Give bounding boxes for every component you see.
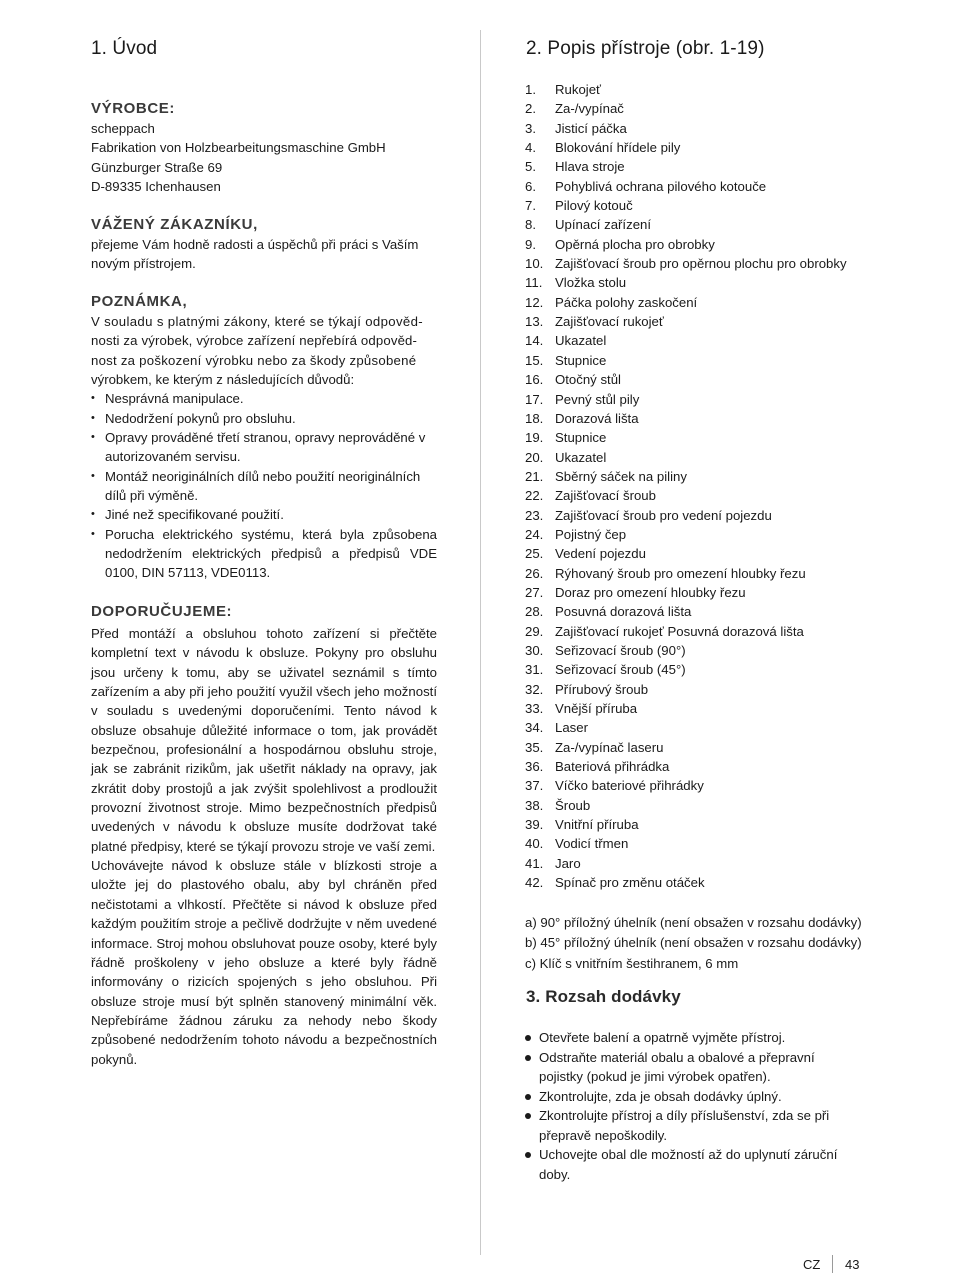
- part-item: 23. Zajišťovací šroub pro vedení pojezdu: [525, 507, 772, 523]
- part-item: 4. Blokování hřídele pily: [525, 140, 681, 156]
- part-item: 6. Pohyblivá ochrana pilového kotouče: [525, 178, 767, 194]
- part-item: 37. Víčko bateriové přihrádky: [525, 778, 704, 794]
- part-item: 3. Jisticí páčka: [525, 120, 627, 136]
- page-number: 43: [845, 1257, 860, 1272]
- part-item: 1. Rukojeť: [525, 82, 601, 97]
- parts-list: [525, 80, 847, 892]
- note-bullet: • Jiné než specifikované použití.: [91, 505, 437, 524]
- part-item: 9. Opěrná plocha pro obrobky: [525, 236, 715, 252]
- footer-language: CZ: [803, 1257, 821, 1272]
- note-line: nost za poškození výrobku nebo za škody způsobené: [91, 352, 417, 368]
- part-item: 27. Doraz pro omezení hloubky řezu: [525, 584, 746, 600]
- part-item: 33. Vnější příruba: [525, 701, 638, 716]
- part-item: 25. Vedení pojezdu: [525, 546, 646, 562]
- part-item: 18. Dorazová lišta: [525, 410, 639, 426]
- section-heading-description: 2. Popis přístroje (obr. 1-19): [526, 38, 765, 59]
- part-item: 20. Ukazatel: [525, 449, 607, 465]
- part-item: 11. Vložka stolu: [525, 275, 627, 291]
- recommend-paragraph: Před montáží a obsluhou tohoto zařízení si přečtěte kompletní text v návodu k obsluze. Pokyny pro obsluhu jsou určeny k tomu, aby se uživatel seznámil s tímto zařízením a aby při jeho použití využil všech jeho možností v souladu s uvedenými doporučeními. Tento návod k obsluze obsahuje důležité informace o tom, jak provádět bezpečnou, profesionální a hospodárnou obsluhu stroje, jak se zabránit rizikům, jak ušetřit náklady na opravy, jak zkrátit doby prostojů a jak zvýšit spolehlivost a prodloužit provozní životnost stroje. Mimo bezpečnostních předpisů uvedených v návodu k obsluze musíte dodržovat také platné předpisy, které se týkají provozu stroje ve vaší zemi.: [91, 626, 437, 854]
- manufacturer-line: Fabrikation von Holzbearbeitungsmaschine GmbH: [91, 140, 386, 156]
- note-bullet: • Montáž neoriginálních dílů nebo použití neoriginálních dílů při výměně.: [91, 467, 437, 506]
- part-item: 12. Páčka polohy zaskočení: [525, 294, 698, 310]
- part-item: 26. Rýhovaný šroub pro omezení hloubky řezu: [525, 565, 806, 581]
- delivery-item: Odstraňte materiál obalu a obalové a přepravní pojistky (pokud je jimi výrobek opatřen).: [525, 1048, 861, 1087]
- note-line: nosti za výrobek, výrobce zařízení nepřebírá odpověd-: [91, 333, 418, 349]
- footer-separator: [832, 1255, 833, 1273]
- part-item: 14. Ukazatel: [525, 333, 607, 349]
- accessory-list: [525, 913, 862, 974]
- note-bullet-list: [91, 389, 437, 582]
- section-heading-intro: 1. Úvod: [91, 38, 158, 59]
- column-divider: [480, 30, 481, 1255]
- delivery-item: Zkontrolujte, zda je obsah dodávky úplný.: [525, 1087, 865, 1107]
- recommend-block: [91, 602, 437, 1069]
- part-item: 15. Stupnice: [525, 352, 607, 368]
- part-item: 16. Otočný stůl: [525, 372, 621, 388]
- part-item: 32. Přírubový šroub: [525, 681, 649, 697]
- part-item: 42. Spínač pro změnu otáček: [525, 875, 705, 891]
- delivery-item: Otevřete balení a opatrně vyjměte přístroj.: [525, 1028, 865, 1048]
- note-line: V souladu s platnými zákony, které se týkají odpověd-: [91, 314, 424, 329]
- manufacturer-line: scheppach: [91, 121, 155, 136]
- accessory-item: b) 45° příložný úhelník (není obsažen v rozsahu dodávky): [525, 935, 862, 951]
- manufacturer-line: D-89335 Ichenhausen: [91, 179, 221, 195]
- note-bullet: • Nedodržení pokynů pro obsluhu.: [91, 409, 437, 428]
- part-item: 13. Zajišťovací rukojeť: [525, 314, 664, 330]
- recommend-title: DOPORUČUJEME:: [91, 603, 233, 620]
- part-item: 36. Bateriová přihrádka: [525, 759, 670, 775]
- part-item: 38. Šroub: [525, 797, 591, 813]
- part-item: 5. Hlava stroje: [525, 159, 625, 175]
- section-heading-delivery: 3. Rozsah dodávky: [526, 987, 681, 1006]
- note-line: výrobkem, ke kterým z následujících důvodů:: [91, 372, 355, 388]
- part-item: 7. Pilový kotouč: [525, 198, 633, 214]
- part-item: 19. Stupnice: [525, 430, 607, 446]
- customer-block: [91, 215, 437, 274]
- part-item: 39. Vnitřní příruba: [525, 817, 639, 833]
- part-item: 10. Zajišťovací šroub pro opěrnou plochu pro obrobky: [525, 256, 847, 272]
- part-item: 30. Seřizovací šroub (90°): [525, 642, 686, 658]
- part-item: 28. Posuvná dorazová lišta: [525, 604, 692, 620]
- note-bullet: • Opravy prováděné třetí stranou, opravy neprováděné v autorizovaném servisu.: [91, 428, 437, 467]
- delivery-item: Uchovejte obal dle možností až do uplynutí záruční doby.: [525, 1145, 861, 1184]
- manufacturer-title: VÝROBCE:: [91, 100, 175, 117]
- part-item: 31. Seřizovací šroub (45°): [525, 662, 686, 678]
- accessory-item: a) 90° příložný úhelník (není obsažen v rozsahu dodávky): [525, 915, 862, 930]
- recommend-paragraph: Uchovávejte návod k obsluze stále v blízkosti stroje a uložte jej do plastového obalu, aby byl chráněn před nečistotami a vlhkostí. Přečtěte si návod k obsluze před každým použitím stroje a pečlivě dodržujte v něm uvedené informace. Stroj mohou obsluhovat pouze osoby, které byly řádně proškoleny v jeho obsluze a které byly řádně informovány o rizicích spojených s jeho obsluhou. Při obsluze stroje musí být splněn stanovený minimální věk. Nepřebíráme žádnou záruku za nehody nebo škody způsobené nedodržením tohoto návodu a bezpečnostních pokynů.: [91, 858, 437, 1067]
- manufacturer-line: Günzburger Straße 69: [91, 159, 223, 175]
- part-item: 29. Zajišťovací rukojeť Posuvná dorazová lišta: [525, 623, 804, 639]
- note-bullet: • Porucha elektrického systému, která byla způsobena nedodržením elektrických předpisů a předpisů VDE 0100, DIN 57113, VDE0113.: [91, 525, 437, 583]
- part-item: 2. Za-/vypínač: [525, 101, 624, 117]
- accessory-item: c) Klíč s vnitřním šestihranem, 6 mm: [525, 955, 739, 971]
- delivery-list: [525, 1028, 865, 1184]
- part-item: 35. Za-/vypínač laseru: [525, 739, 664, 755]
- note-title: POZNÁMKA,: [91, 293, 188, 310]
- customer-title: VÁŽENÝ ZÁKAZNÍKU,: [91, 216, 258, 233]
- part-item: 22. Zajišťovací šroub: [525, 488, 656, 504]
- delivery-item: Zkontrolujte přístroj a díly příslušenství, zda se při přepravě nepoškodily.: [525, 1106, 861, 1145]
- part-item: 40. Vodicí třmen: [525, 836, 629, 852]
- customer-line: přejeme Vám hodně radosti a úspěchů při práci s Vaším: [91, 237, 419, 252]
- part-item: 24. Pojistný čep: [525, 526, 627, 542]
- note-bullet: • Nesprávná manipulace.: [91, 389, 437, 408]
- part-item: 21. Sběrný sáček na piliny: [525, 468, 687, 484]
- customer-line: novým přístrojem.: [91, 256, 196, 272]
- part-item: 17. Pevný stůl pily: [525, 391, 640, 407]
- part-item: 34. Laser: [525, 720, 588, 736]
- part-item: 41. Jaro: [525, 855, 581, 871]
- manufacturer-block: [91, 99, 437, 196]
- note-block: [91, 292, 437, 583]
- part-item: 8. Upínací zařízení: [525, 217, 652, 233]
